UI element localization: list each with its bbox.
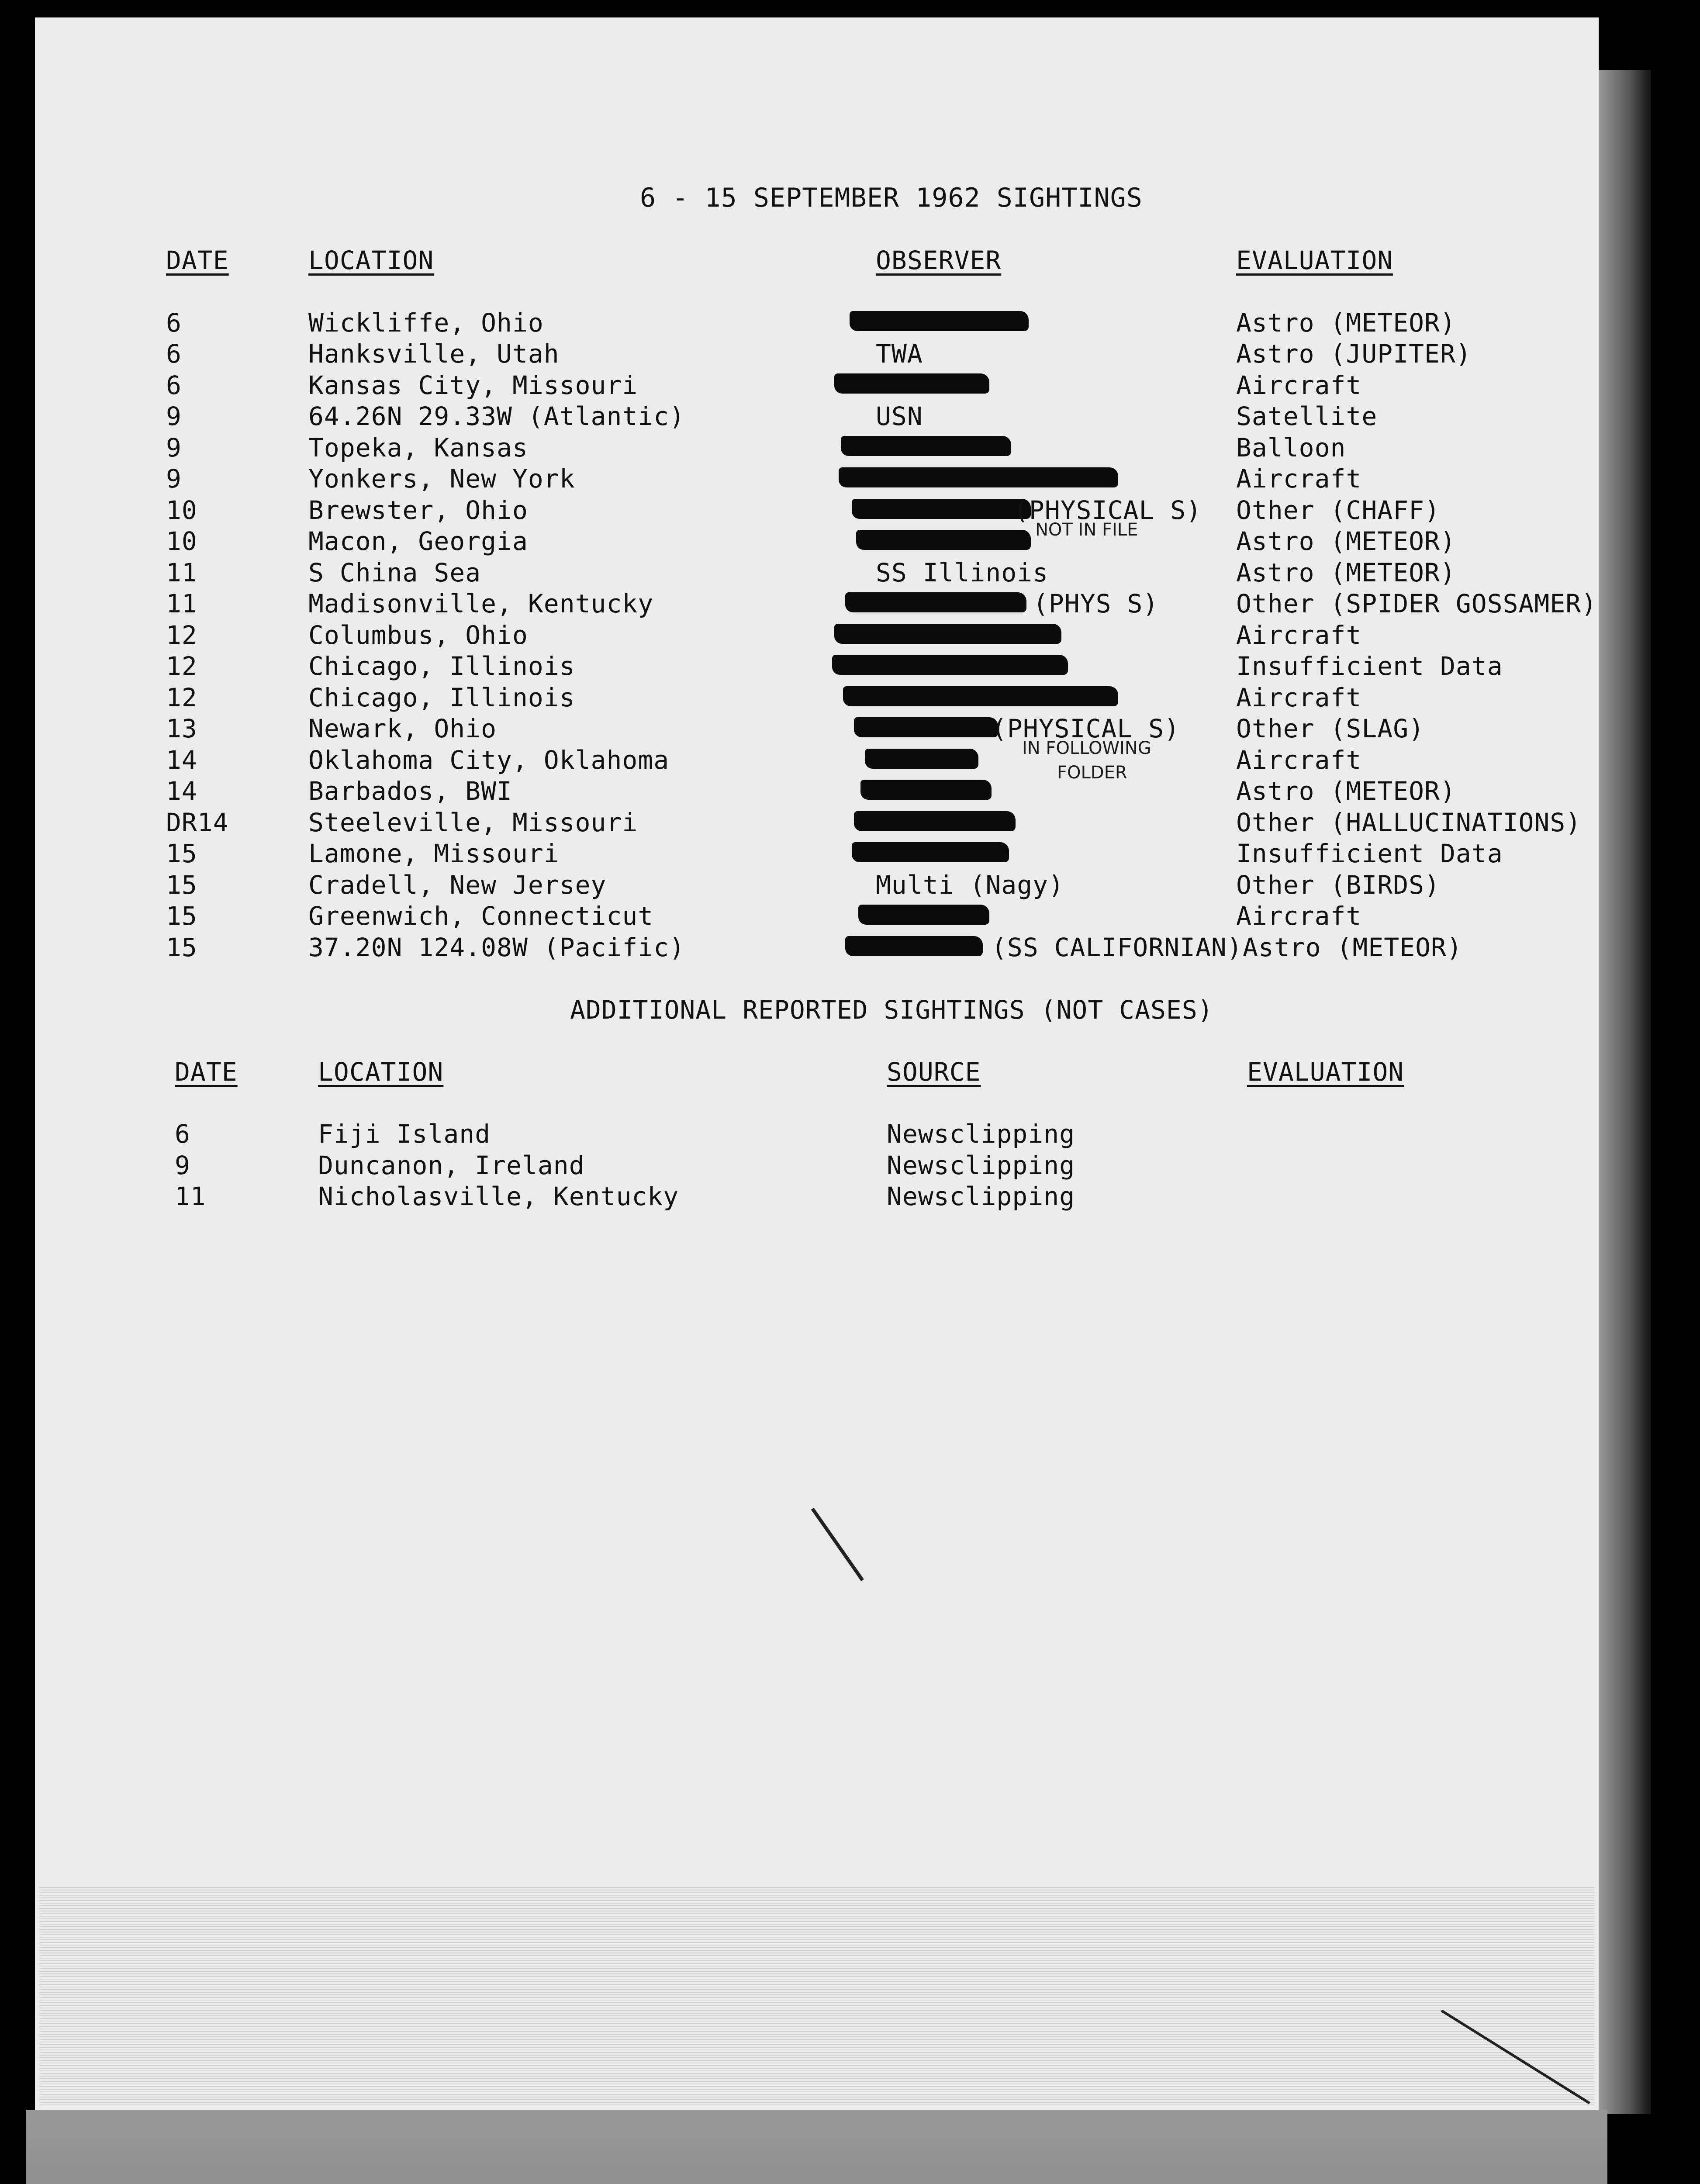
- row-date: 15: [166, 933, 197, 962]
- row-evaluation: Balloon: [1236, 433, 1346, 463]
- header-source: SOURCE: [887, 1057, 981, 1087]
- row-date: 10: [166, 526, 197, 556]
- row-location: Hanksville, Utah: [308, 339, 560, 369]
- row-location: Yonkers, New York: [308, 464, 575, 494]
- row-date: 12: [166, 620, 197, 650]
- redaction-bar: [860, 780, 992, 800]
- row-location: 64.26N 29.33W (Atlantic): [308, 401, 685, 431]
- row-location: Columbus, Ohio: [308, 620, 528, 650]
- redaction-bar: [843, 686, 1118, 706]
- scan-noise: [39, 1887, 1594, 2105]
- handwritten-note: IN FOLLOWING: [1022, 738, 1151, 758]
- row-location: Topeka, Kansas: [308, 433, 528, 463]
- row-evaluation: Aircraft: [1236, 683, 1362, 712]
- row-date: 9: [166, 401, 182, 431]
- redaction-bar: [845, 592, 1026, 612]
- row-evaluation: Other (CHAFF): [1236, 495, 1440, 525]
- row-observer: (PHYSICAL S): [1013, 495, 1202, 525]
- row-evaluation: Aircraft: [1236, 620, 1362, 650]
- row-source: Newsclipping: [887, 1119, 1075, 1149]
- row-observer: (PHYSICAL S): [992, 714, 1180, 743]
- row-evaluation: Astro (METEOR): [1236, 308, 1456, 338]
- redaction-bar: [832, 655, 1068, 675]
- page-title: 6 - 15 SEPTEMBER 1962 SIGHTINGS: [640, 183, 1143, 213]
- row-evaluation: Astro (METEOR): [1236, 558, 1456, 587]
- redaction-bar: [834, 373, 989, 394]
- row-date: 12: [166, 651, 197, 681]
- row-date: 9: [166, 433, 182, 463]
- row-location: Fiji Island: [318, 1119, 491, 1149]
- row-date: DR14: [166, 808, 229, 837]
- redaction-bar: [858, 905, 989, 925]
- row-date: 6: [166, 339, 182, 369]
- row-observer: USN: [876, 401, 923, 431]
- row-date: 11: [166, 589, 197, 619]
- redaction-bar: [845, 936, 983, 956]
- redaction-bar: [852, 842, 1009, 862]
- row-location: Duncanon, Ireland: [318, 1151, 585, 1180]
- header-observer: OBSERVER: [876, 245, 1002, 275]
- row-evaluation: Astro (JUPITER): [1236, 339, 1472, 369]
- row-location: Barbados, BWI: [308, 776, 512, 806]
- row-evaluation: Astro (METEOR): [1236, 526, 1456, 556]
- row-evaluation: Other (HALLUCINATIONS): [1236, 808, 1582, 837]
- row-date: 6: [166, 308, 182, 338]
- row-evaluation: Aircraft: [1236, 745, 1362, 775]
- row-evaluation: Insufficient Data: [1236, 651, 1503, 681]
- row-location: Newark, Ohio: [308, 714, 497, 743]
- row-evaluation: Astro (METEOR): [1236, 776, 1456, 806]
- row-evaluation: Aircraft: [1236, 370, 1362, 400]
- row-location: Madisonville, Kentucky: [308, 589, 654, 619]
- row-observer: (SS CALIFORNIAN): [992, 933, 1243, 962]
- section-title: ADDITIONAL REPORTED SIGHTINGS (NOT CASES): [570, 995, 1213, 1025]
- redaction-bar: [856, 530, 1031, 550]
- row-observer: (PHYS S): [1033, 589, 1159, 619]
- redaction-bar: [834, 624, 1061, 644]
- row-date: 11: [166, 558, 197, 587]
- header-date: DATE: [166, 245, 229, 275]
- row-date: 14: [166, 776, 197, 806]
- row-date: 9: [175, 1151, 190, 1180]
- row-evaluation: Aircraft: [1236, 901, 1362, 931]
- row-evaluation: Astro (METEOR): [1243, 933, 1462, 962]
- row-evaluation: Insufficient Data: [1236, 839, 1503, 868]
- row-location: Macon, Georgia: [308, 526, 528, 556]
- row-evaluation: Aircraft: [1236, 464, 1362, 494]
- redaction-bar: [865, 749, 978, 769]
- handwritten-note: FOLDER: [1057, 763, 1127, 783]
- row-observer: TWA: [876, 339, 923, 369]
- row-evaluation: Satellite: [1236, 401, 1378, 431]
- row-location: Chicago, Illinois: [308, 651, 575, 681]
- header-date: DATE: [175, 1057, 238, 1087]
- row-evaluation: Other (SPIDER GOSSAMER): [1236, 589, 1597, 619]
- row-date: 12: [166, 683, 197, 712]
- row-location: Steeleville, Missouri: [308, 808, 638, 837]
- redaction-bar: [841, 436, 1011, 456]
- header-evaluation: EVALUATION: [1247, 1057, 1404, 1087]
- row-date: 15: [166, 839, 197, 868]
- row-location: Kansas City, Missouri: [308, 370, 638, 400]
- row-date: 13: [166, 714, 197, 743]
- row-observer: Multi (Nagy): [876, 870, 1064, 900]
- row-evaluation: Other (BIRDS): [1236, 870, 1440, 900]
- row-date: 9: [166, 464, 182, 494]
- row-date: 15: [166, 870, 197, 900]
- header-evaluation: EVALUATION: [1236, 245, 1393, 275]
- row-date: 15: [166, 901, 197, 931]
- scan-background-strip: [26, 2110, 1607, 2184]
- redaction-bar: [854, 717, 998, 737]
- row-source: Newsclipping: [887, 1151, 1075, 1180]
- row-date: 6: [175, 1119, 190, 1149]
- row-date: 14: [166, 745, 197, 775]
- row-evaluation: Other (SLAG): [1236, 714, 1425, 743]
- row-source: Newsclipping: [887, 1182, 1075, 1211]
- row-location: Nicholasville, Kentucky: [318, 1182, 679, 1211]
- row-location: Chicago, Illinois: [308, 683, 575, 712]
- handwritten-note: NOT IN FILE: [1035, 520, 1138, 540]
- row-location: S China Sea: [308, 558, 481, 587]
- redaction-bar: [850, 311, 1029, 331]
- page-edge-shadow: [1599, 70, 1651, 2114]
- row-date: 6: [166, 370, 182, 400]
- row-location: Oklahoma City, Oklahoma: [308, 745, 670, 775]
- row-location: Wickliffe, Ohio: [308, 308, 544, 338]
- header-location: LOCATION: [318, 1057, 444, 1087]
- row-observer: SS Illinois: [876, 558, 1049, 587]
- redaction-bar: [854, 811, 1016, 831]
- redaction-bar: [852, 499, 1031, 519]
- row-location: Lamone, Missouri: [308, 839, 560, 868]
- redaction-bar: [839, 467, 1118, 487]
- row-location: Greenwich, Connecticut: [308, 901, 654, 931]
- row-date: 11: [175, 1182, 206, 1211]
- row-location: Brewster, Ohio: [308, 495, 528, 525]
- row-date: 10: [166, 495, 197, 525]
- header-location: LOCATION: [308, 245, 434, 275]
- row-location: 37.20N 124.08W (Pacific): [308, 933, 685, 962]
- row-location: Cradell, New Jersey: [308, 870, 607, 900]
